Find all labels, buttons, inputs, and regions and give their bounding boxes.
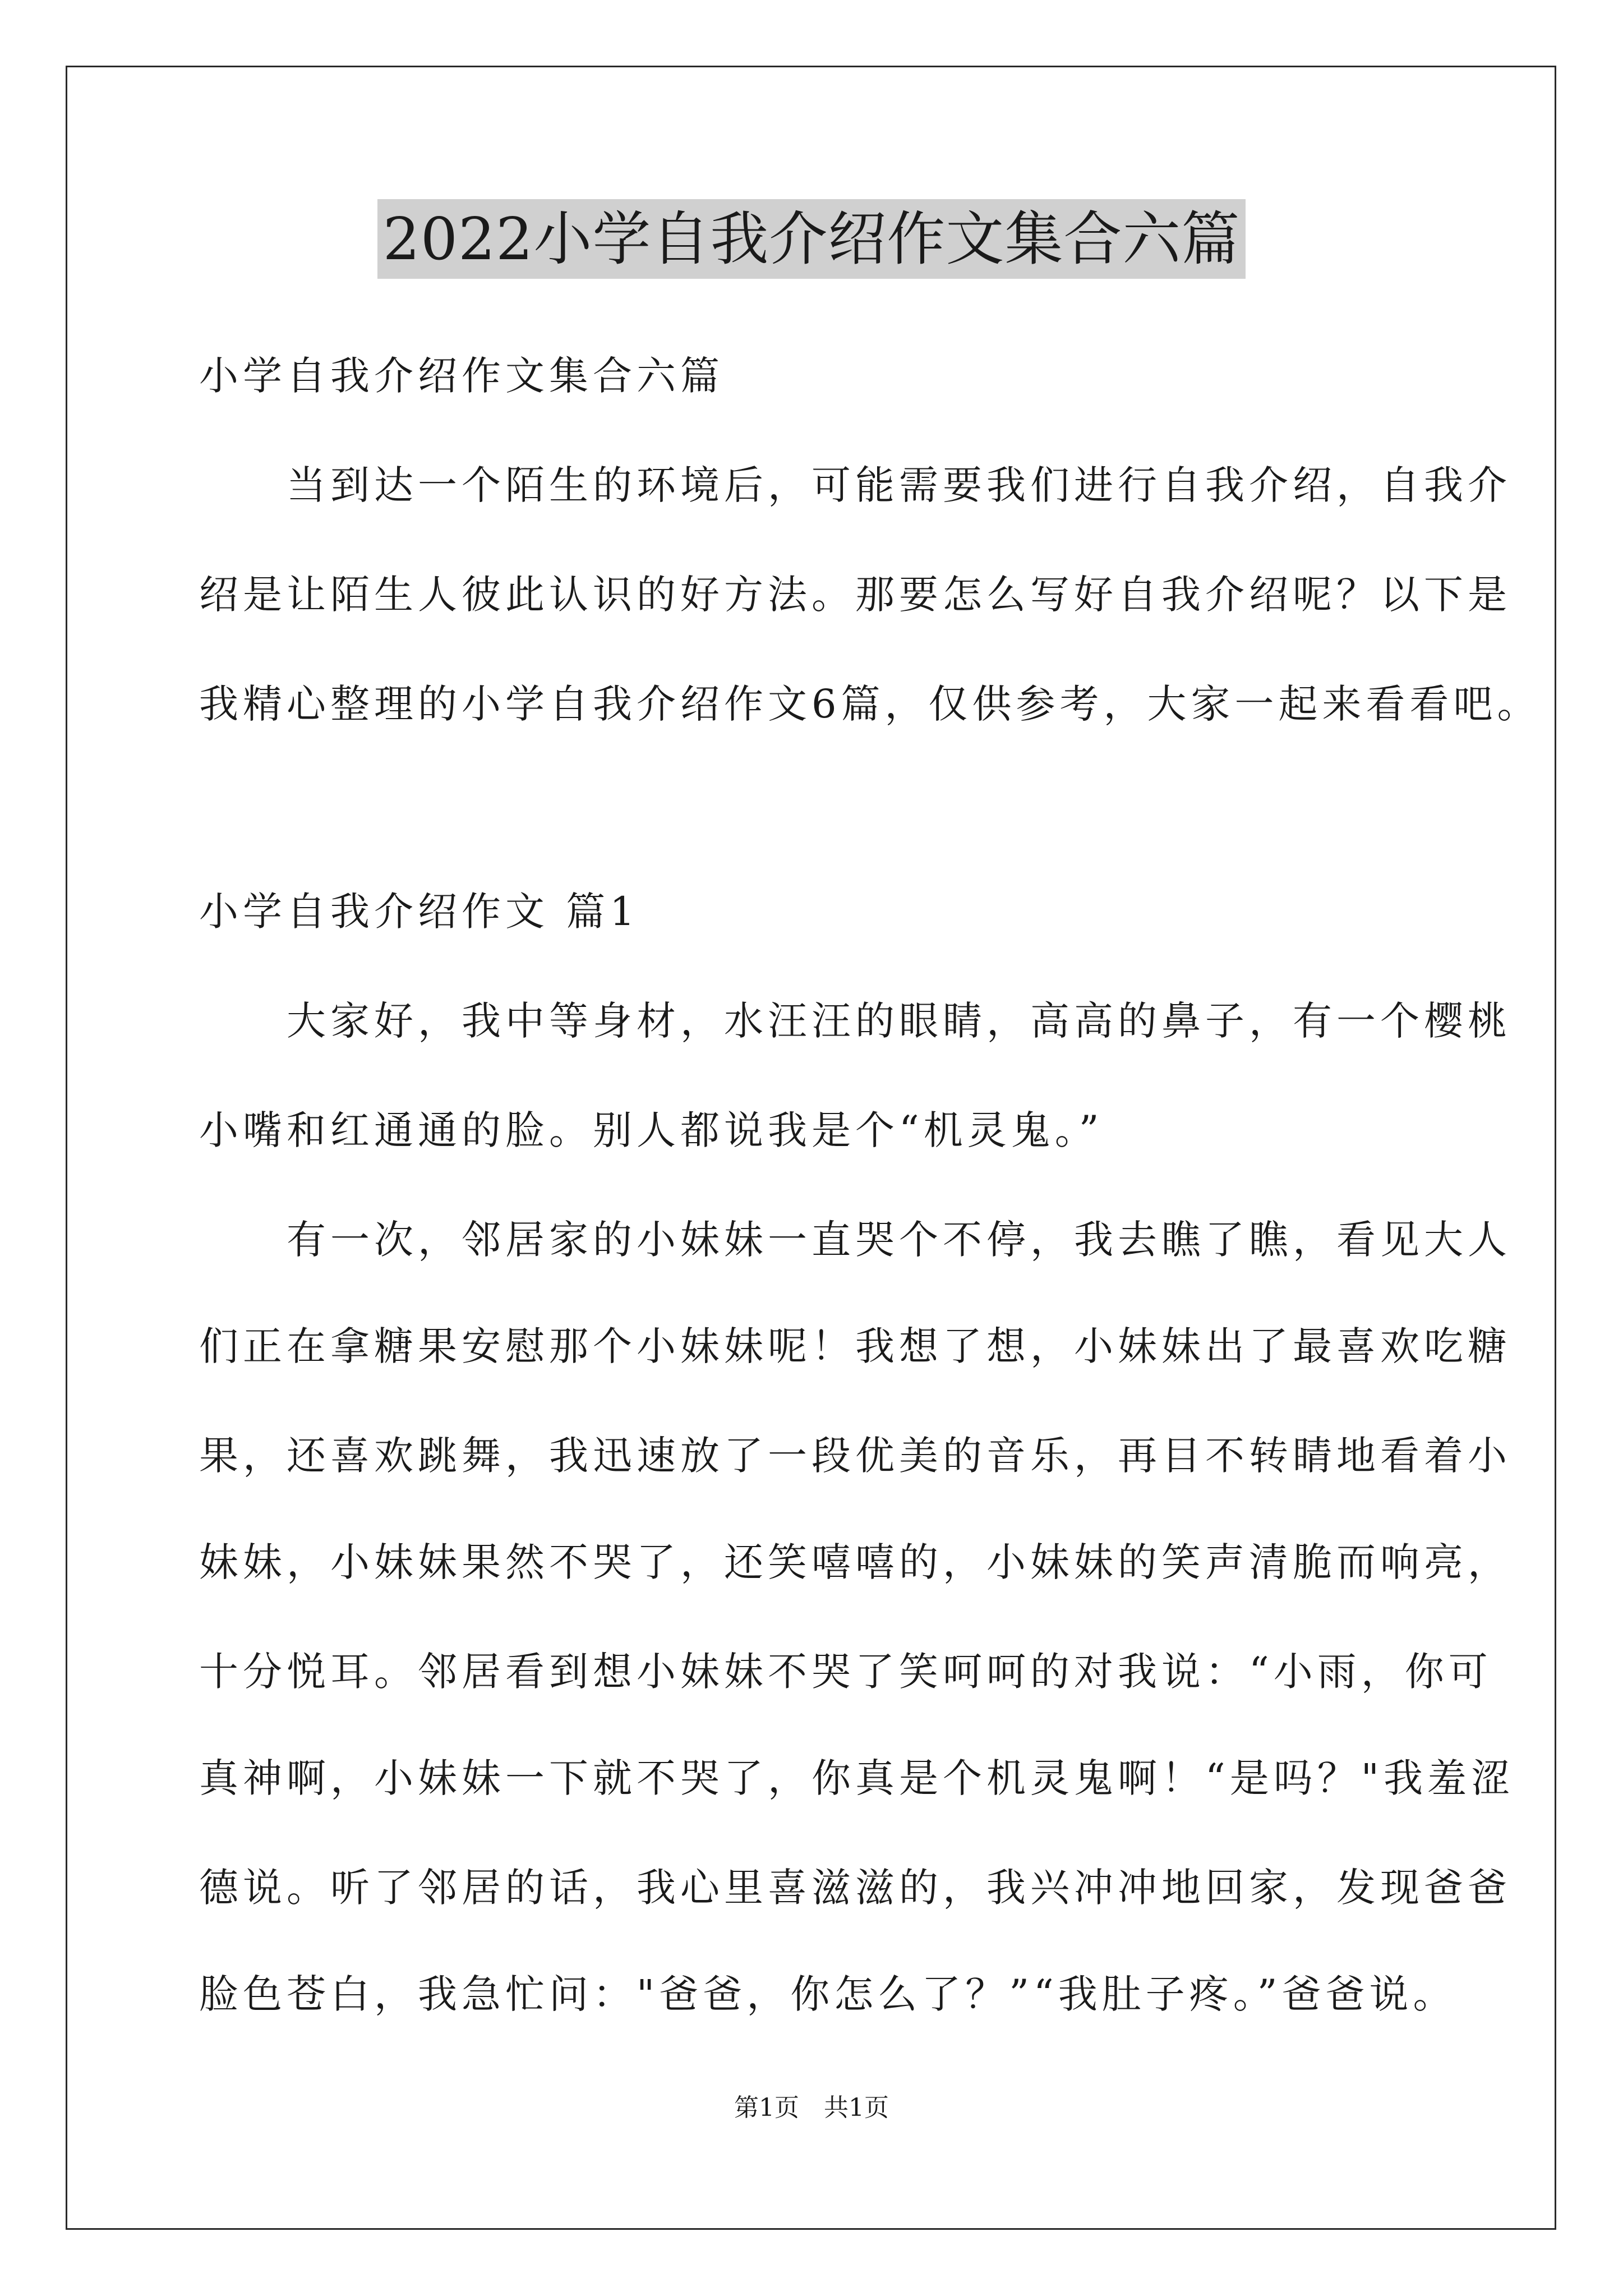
paragraph-line: 德说。听了邻居的话，我心里喜滋滋的，我兴冲冲地回家，发现爸爸: [199, 1865, 1511, 1911]
page-footer: 第1页 共1页: [734, 2093, 889, 2122]
paragraph-line: 有一次，邻居家的小妹妹一直哭个不停，我去瞧了瞧，看见大人: [199, 1217, 1511, 1263]
paragraph-line: 我精心整理的小学自我介绍作文6篇，仅供参考，大家一起来看看吧。: [199, 681, 1541, 727]
paragraph-line: 绍是让陌生人彼此认识的好方法。那要怎么写好自我介绍呢？以下是: [199, 572, 1511, 618]
paragraph-line: 当到达一个陌生的环境后，可能需要我们进行自我介绍，自我介: [199, 462, 1511, 508]
document-title: 2022小学自我介绍作文集合六篇: [377, 199, 1246, 279]
title-container: [0, 199, 1623, 279]
paragraph-line: 十分悦耳。邻居看到想小妹妹不哭了笑呵呵的对我说：“小雨，你可: [199, 1649, 1492, 1695]
document-subtitle: 小学自我介绍作文集合六篇: [199, 353, 724, 399]
paragraph-line: 小嘴和红通通的脸。别人都说我是个“机灵鬼。”: [199, 1107, 1104, 1153]
paragraph-line: 果，还喜欢跳舞，我迅速放了一段优美的音乐，再目不转睛地看着小: [199, 1433, 1511, 1479]
section-heading: 小学自我介绍作文 篇1: [199, 889, 639, 935]
paragraph-line: 真神啊，小妹妹一下就不哭了，你真是个机灵鬼啊！“是吗？"我羞涩: [199, 1755, 1515, 1801]
paragraph-line: 妹妹，小妹妹果然不哭了，还笑嘻嘻的，小妹妹的笑声清脆而响亮，: [199, 1539, 1511, 1585]
paragraph-line: 脸色苍白，我急忙问："爸爸，你怎么了？”“我肚子疼。”爸爸说。: [199, 1971, 1457, 2017]
paragraph-line: 们正在拿糖果安慰那个小妹妹呢！我想了想，小妹妹出了最喜欢吃糖: [199, 1323, 1511, 1369]
paragraph-line: 大家好，我中等身材，水汪汪的眼睛，高高的鼻子，有一个樱桃: [199, 998, 1511, 1044]
